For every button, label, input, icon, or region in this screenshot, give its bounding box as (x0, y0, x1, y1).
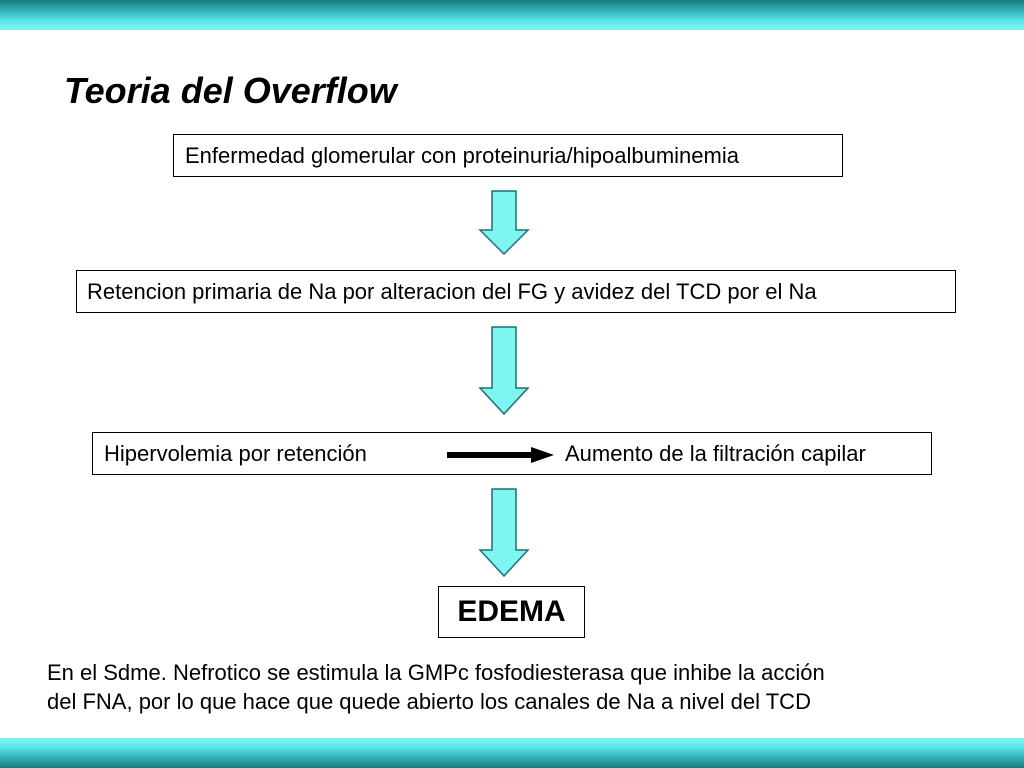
result-box (438, 586, 585, 638)
slide-title: Teoria del Overflow (64, 70, 397, 111)
top-decorative-band (0, 0, 1024, 30)
step-3-right-label: Aumento de la filtración capilar (565, 441, 866, 466)
step-3-box (92, 432, 932, 475)
step-2-label: Retencion primaria de Na por alteracion del FG y avidez del TCD por el Na (87, 278, 817, 304)
step-1-box (173, 134, 843, 177)
bottom-decorative-band (0, 738, 1024, 768)
step-1-label: Enfermedad glomerular con proteinuria/hipoalbuminemia (185, 142, 739, 168)
result-label: EDEMA (457, 595, 566, 628)
step-3-left-label: Hipervolemia por retención (104, 441, 367, 466)
right-arrow-icon (447, 447, 555, 463)
step-2-box (76, 270, 956, 313)
footnote-line-2: del FNA, por lo que hace que quede abierto los canales de Na a nivel del TCD (47, 689, 811, 714)
down-arrow-icon (478, 190, 530, 256)
down-arrow-icon (478, 488, 530, 578)
down-arrow-icon (478, 326, 530, 416)
footnote-line-1: En el Sdme. Nefrotico se estimula la GMPc fosfodiesterasa que inhibe la acción (47, 660, 825, 685)
footnote-text (47, 658, 987, 716)
